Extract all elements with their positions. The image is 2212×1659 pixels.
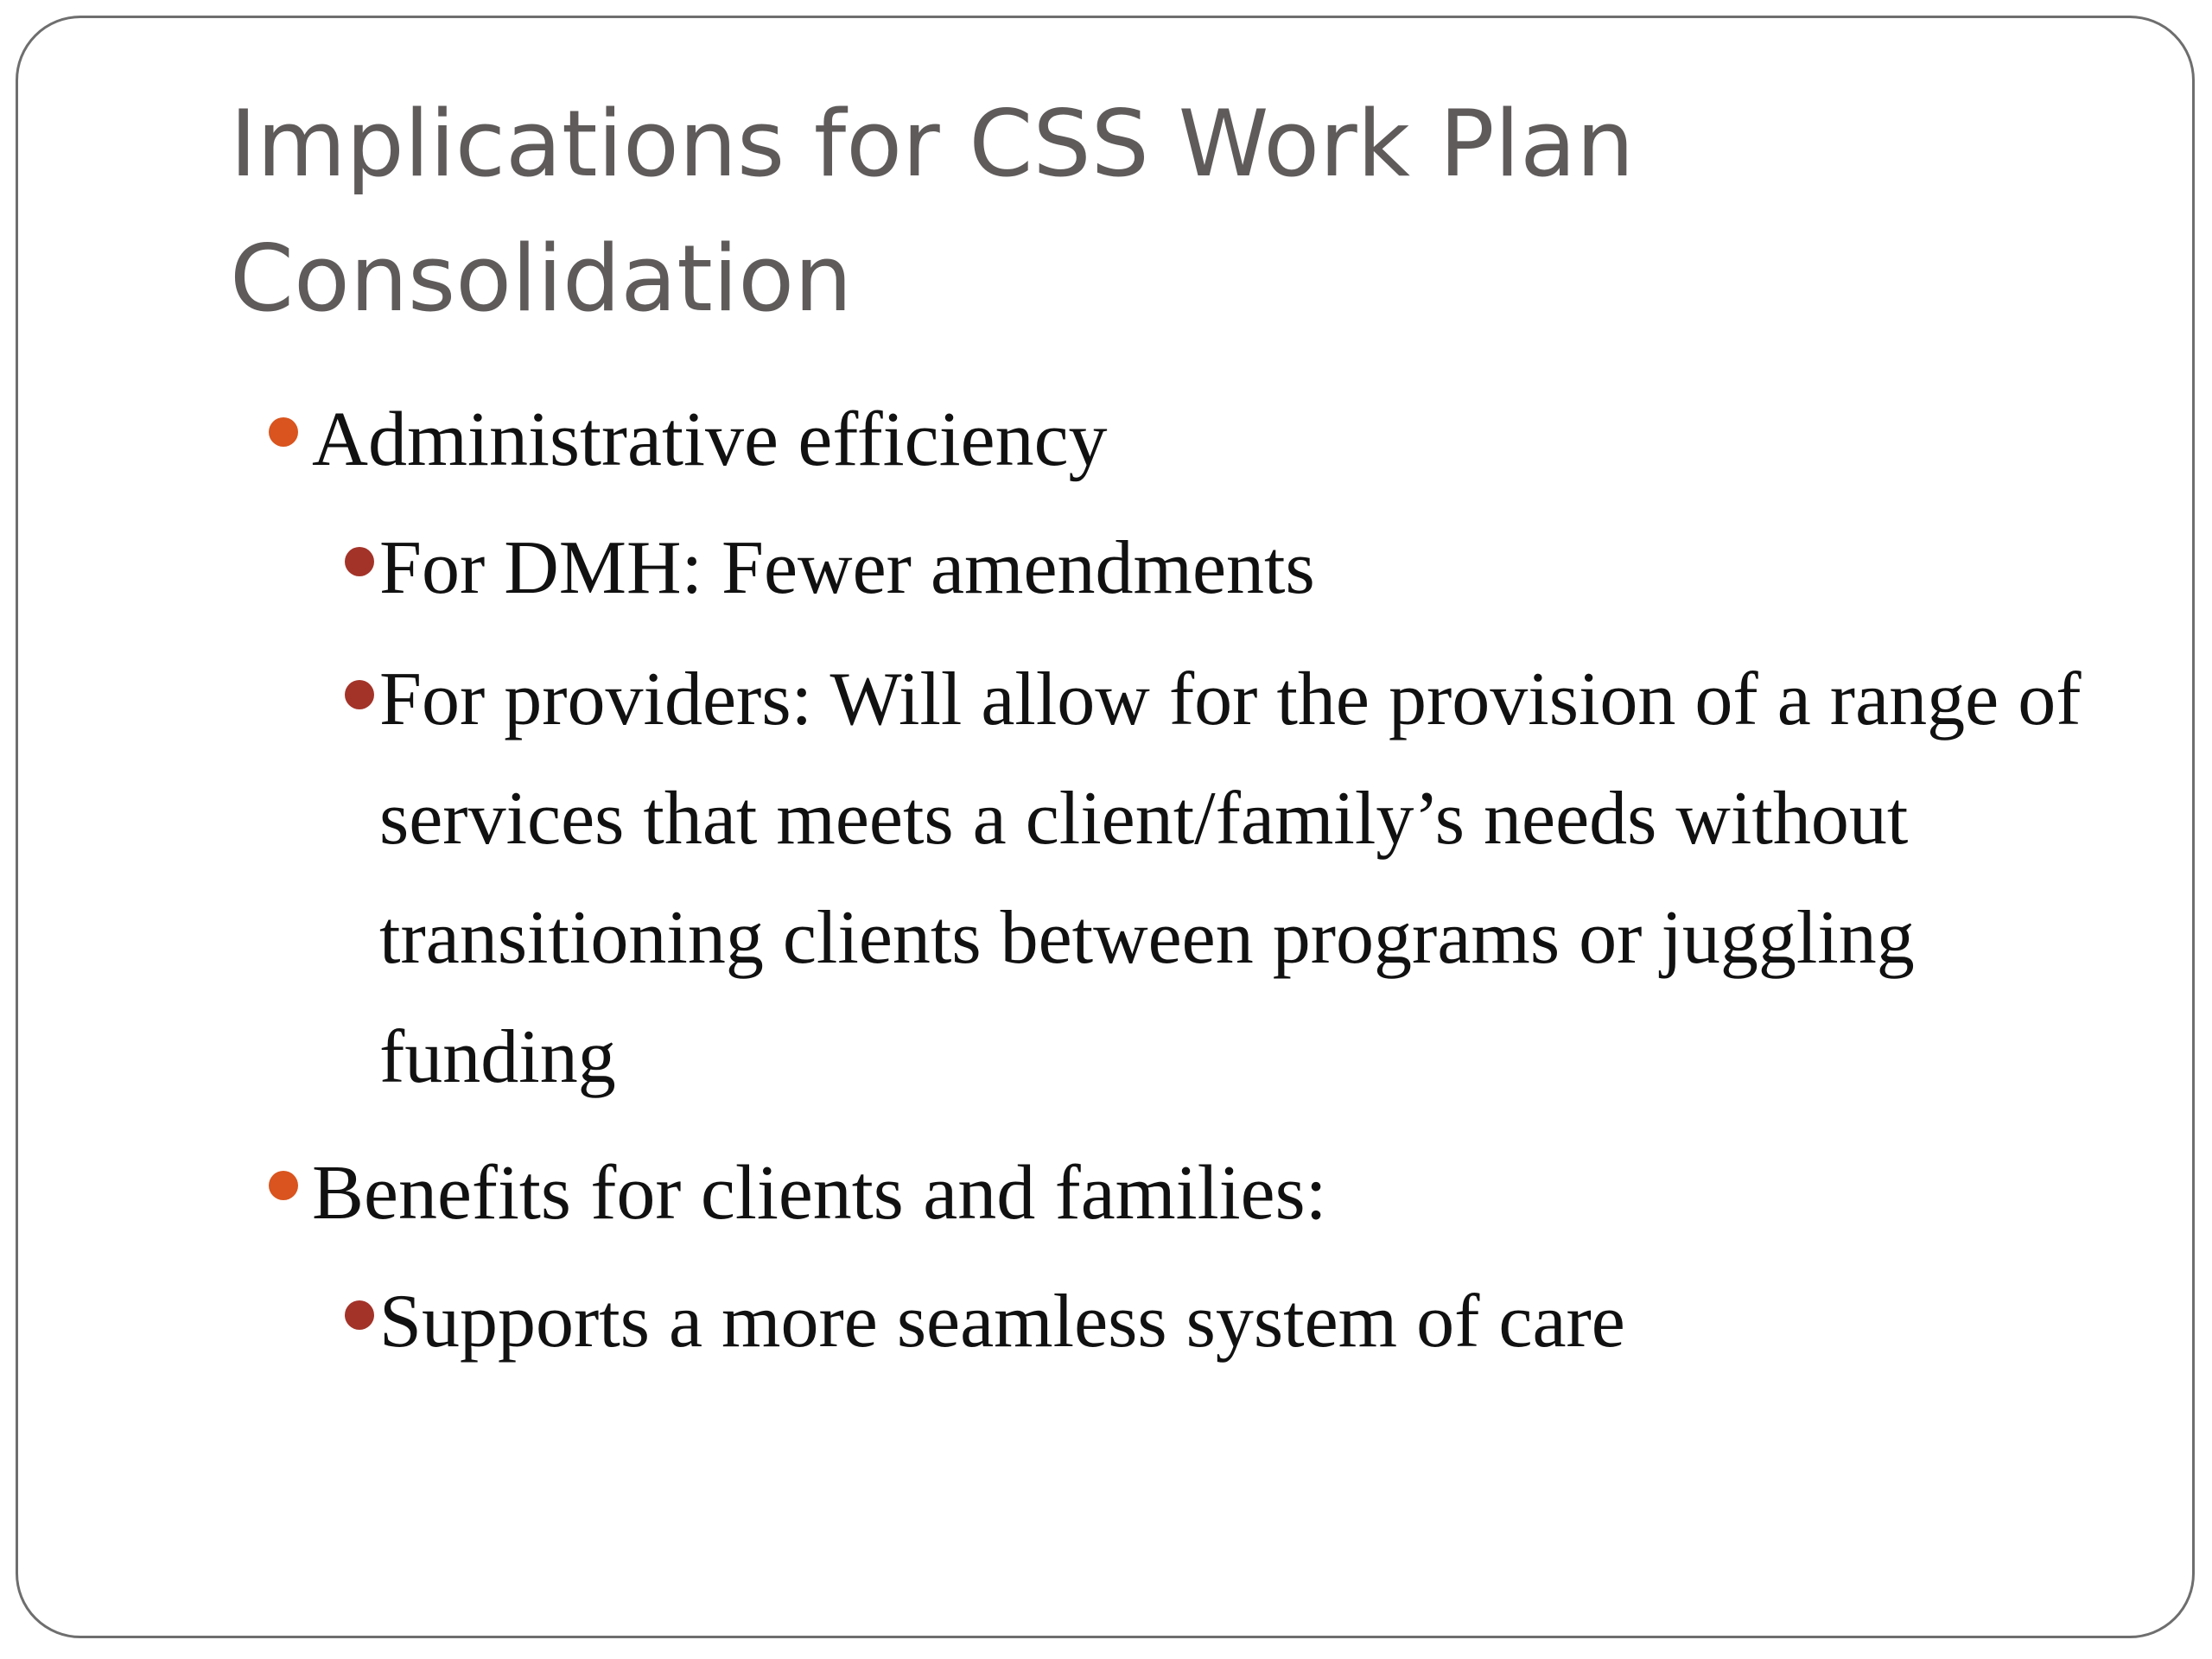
subbullet-dot-icon [345,547,374,576]
slide-title: Implications for CSS Work Plan Consolidation [230,91,1635,332]
bullet-dot-icon [269,1171,298,1200]
subbullet-for-dmh: For DMH: Fewer amendments [379,526,1315,610]
bullet-administrative-efficiency: Administrative efficiency [312,397,1108,482]
subbullet-dot-icon [345,1300,374,1330]
subbullet-seamless-system: Supports a more seamless system of care [379,1280,1625,1363]
subbullet-dot-icon [345,680,374,709]
bullet-dot-icon [269,417,298,447]
slide-body [18,18,2192,1636]
subbullet-for-providers: For providers: Will allow for the provision of a range of services that meets a client/family’s needs without transitioning clients between programs or juggling funding [379,658,2082,1099]
bullet-benefits-for-clients: Benefits for clients and families: [312,1150,1327,1236]
slide-frame [16,16,2195,1638]
